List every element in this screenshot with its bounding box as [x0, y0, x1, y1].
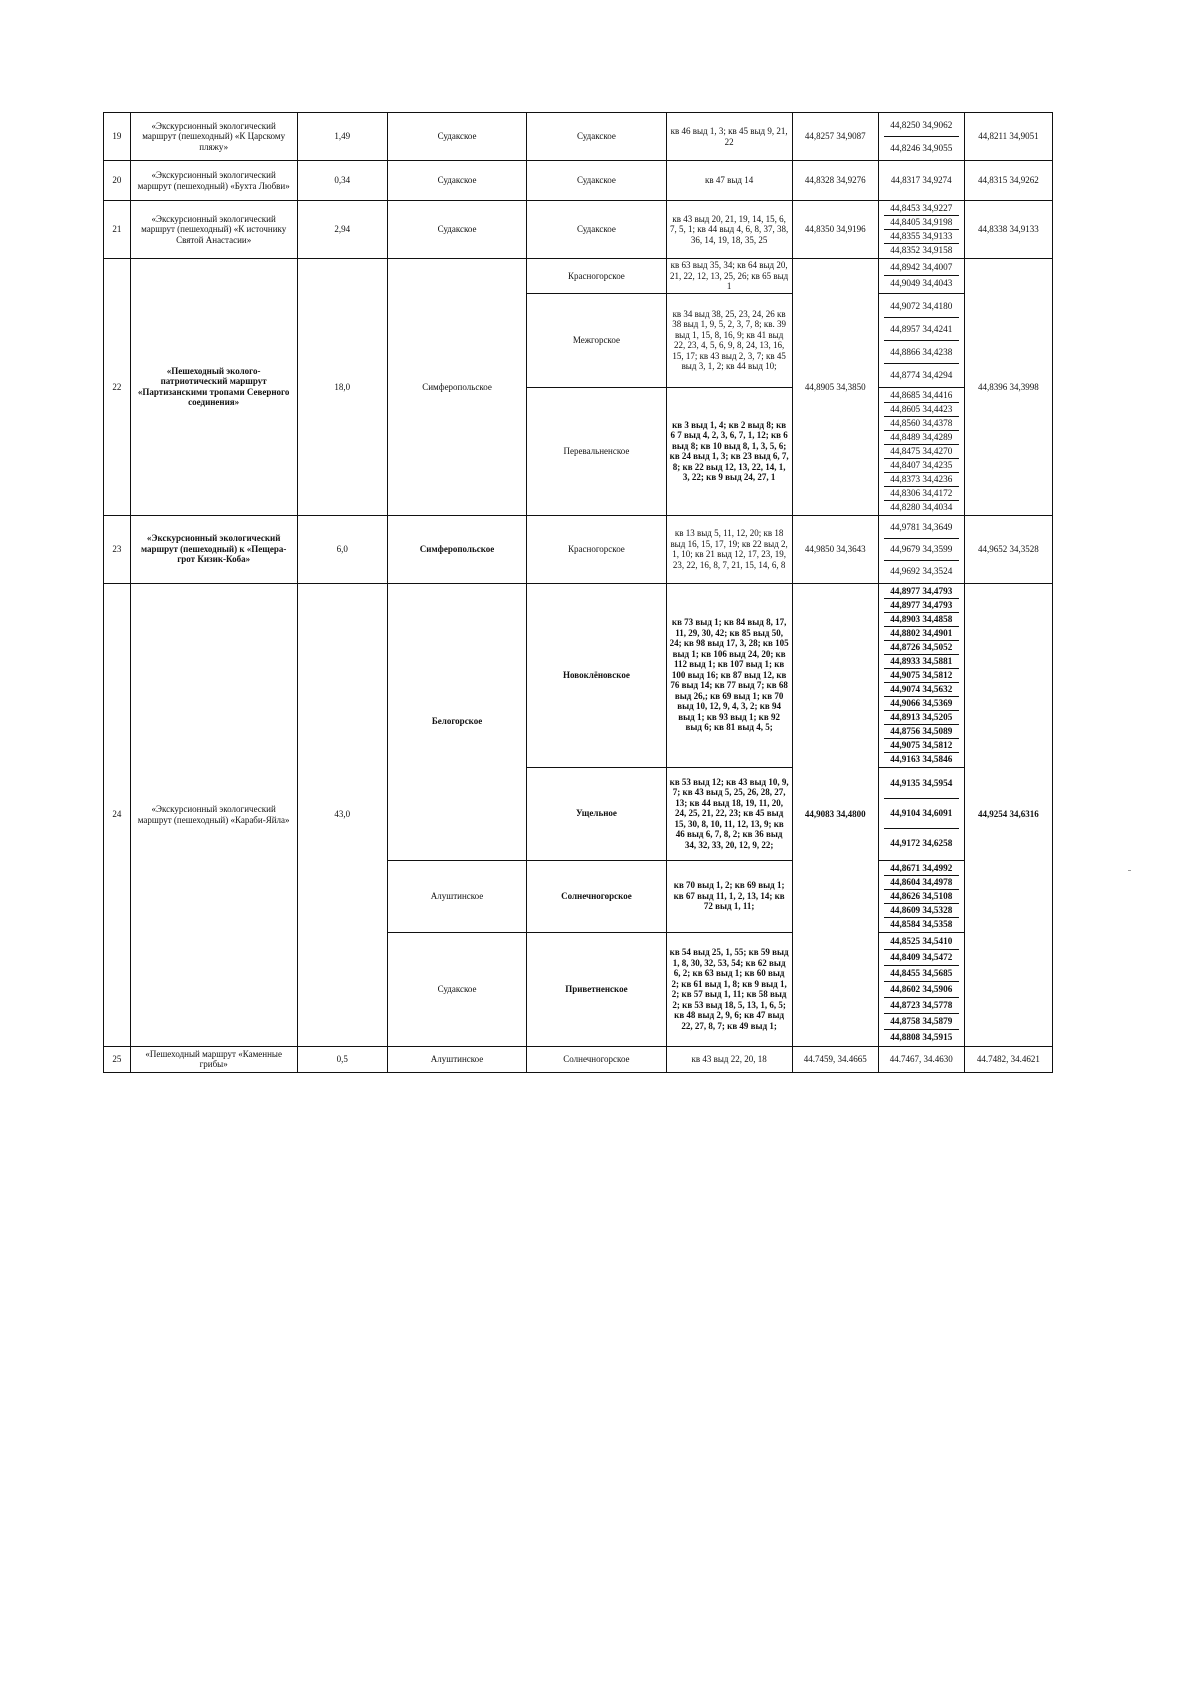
point: 44,8604 34,4978 [884, 876, 959, 890]
start-point: 44,8328 34,9276 [792, 161, 878, 201]
point: 44,8602 34,5906 [884, 982, 959, 998]
table-row [104, 583, 1053, 767]
point: 44,8913 34,5205 [884, 711, 959, 725]
point: 44,8756 34,5089 [884, 725, 959, 739]
quarters: кв 43 выд 22, 20, 18 [666, 1046, 792, 1072]
point: 44,8455 34,5685 [884, 966, 959, 982]
point: 44,8407 34,4235 [884, 459, 959, 473]
point: 44,9692 34,3524 [890, 565, 953, 576]
forestry: Ущельное [527, 767, 666, 860]
route-name: «Пешеходный эколого-патриотический маршрут «Партизанскими тропами Северного соединения» [130, 259, 297, 516]
point: 44,8475 34,4270 [884, 445, 959, 459]
point: 44,9074 34,5632 [884, 683, 959, 697]
start-point: 44.7459, 34.4665 [792, 1046, 878, 1072]
point: 44,9066 34,5369 [884, 697, 959, 711]
end-point: 44,8315 34,9262 [964, 161, 1052, 201]
table-row [104, 259, 1053, 294]
forestry: Судакское [527, 113, 666, 161]
district: Белогорское [387, 583, 526, 860]
intermediate-points [878, 860, 964, 932]
forestry: Привeтненское [527, 932, 666, 1046]
route-name: «Пешеходный маршрут «Каменные грибы» [130, 1046, 297, 1072]
quarters: кв 73 выд 1; кв 84 выд 8, 17, 11, 29, 30, 42; кв 85 выд 50, 24; кв 98 выд 17, 3, 28; кв 105 выд 1; кв 106 выд 24, 20; кв 112 выд 1; кв 107 выд 1; кв 100 выд 16; кв 87 выд 12, кв 76 выд 14; кв 77 выд 7; кв 68 выд 26,; кв 69 выд 1; кв 70 выд 10, 12, 9, 4, 3, 2; кв 94 выд 1; кв 93 выд 1; кв 92 выд 6; кв 81 выд 4, 5; [666, 583, 792, 767]
point: 44,8250 34,9062 [884, 114, 959, 137]
point: 44,9172 34,6258 [890, 838, 953, 848]
forestry: Межгорское [527, 293, 666, 387]
row-number: 23 [104, 515, 131, 583]
quarters: кв 43 выд 20, 21, 19, 14, 15, 6, 7, 5, 1; кв 44 выд 4, 6, 8, 37, 38, 36, 14, 19, 18, 35, 25 [666, 201, 792, 259]
point: 44,8866 34,4238 [884, 341, 959, 364]
district: Судакское [387, 113, 526, 161]
intermediate-point: 44.7467, 34.4630 [878, 1046, 964, 1072]
end-point: 44.7482, 34.4621 [964, 1046, 1052, 1072]
intermediate-points [878, 259, 964, 294]
point: 44,8758 34,5879 [884, 1014, 959, 1030]
start-point: 44,8905 34,3850 [792, 259, 878, 516]
quarters: кв 53 выд 12; кв 43 выд 10, 9, 7; кв 43 выд 5, 25, 26, 28, 27, 13; кв 44 выд 18, 19, 11, 20, 24, 25, 21, 22, 23; кв 45 выд 15, 30, 8, 10, 11, 12, 13, 9; кв 46 выд 6, 7, 8, 2; кв 36 выд 34, 32, 33, 20, 12, 9, 22; [666, 767, 792, 860]
quarters: кв 3 выд 1, 4; кв 2 выд 8; кв 6 7 выд 4, 2, 3, 6, 7, 1, 12; кв 6 выд 8; кв 10 выд 8, 1, 3, 5, 6; кв 24 выд 1, 3; кв 23 выд 6, 7, 8; кв 22 выд 12, 13, 22, 14, 1, 3, 22; кв 9 выд 24, 27, 1 [666, 387, 792, 515]
point: 44,8560 34,4378 [884, 417, 959, 431]
point: 44,9163 34,5846 [890, 753, 953, 764]
row-number: 21 [104, 201, 131, 259]
point: 44,8280 34,4034 [890, 501, 953, 512]
point: 44,8977 34,4793 [884, 599, 959, 613]
intermediate-points [878, 767, 964, 860]
quarters: кв 13 выд 5, 11, 12, 20; кв 18 выд 16, 15, 17, 19; кв 22 выд 2, 1, 10; кв 21 выд 12, 17, 23, 19, 23, 22, 16, 8, 7, 21, 15, 14, 6, 8 [666, 515, 792, 583]
point: 44,8352 34,9158 [890, 245, 953, 255]
end-point: 44,8396 34,3998 [964, 259, 1052, 516]
quarters: кв 34 выд 38, 25, 23, 24, 26 кв 38 выд 1, 9, 5, 2, 3, 7, 8; кв. 39 выд 1, 15, 8, 16, 9; кв 41 выд 22, 23, 4, 5, 6, 9, 8, 24, 13, 16, 15, 17; кв 43 выд 2, 3, 7; кв 45 выд 3, 1, 2; кв 44 выд 10; [666, 293, 792, 387]
route-length: 0,5 [297, 1046, 387, 1072]
point: 44,9679 34,3599 [884, 539, 959, 561]
row-number: 24 [104, 583, 131, 1046]
point: 44,8942 34,4007 [884, 260, 959, 276]
point: 44,8355 34,9133 [884, 230, 959, 244]
start-point: 44,9083 34,4800 [792, 583, 878, 1046]
district: Симферопольское [387, 259, 526, 516]
point: 44,8933 34,5881 [884, 655, 959, 669]
start-point: 44,9850 34,3643 [792, 515, 878, 583]
route-name: «Экскурсионный экологический маршрут (пешеходный) к «Пещера-грот Кизик-Коба» [130, 515, 297, 583]
district: Судакское [387, 161, 526, 201]
intermediate-points [878, 293, 964, 387]
point: 44,9075 34,5812 [884, 669, 959, 683]
intermediate-points [878, 583, 964, 767]
route-length: 18,0 [297, 259, 387, 516]
route-length: 1,49 [297, 113, 387, 161]
quarters: кв 70 выд 1, 2; кв 69 выд 1; кв 67 выд 11, 1, 2, 13, 14; кв 72 выд 1, 11; [666, 860, 792, 932]
point: 44,8903 34,4858 [884, 613, 959, 627]
point: 44,8373 34,4236 [884, 473, 959, 487]
forestry: Перевальненское [527, 387, 666, 515]
point: 44,8774 34,4294 [890, 369, 953, 380]
point: 44,8957 34,4241 [884, 318, 959, 341]
table-row [104, 515, 1053, 583]
scan-speck [1128, 870, 1131, 871]
forestry: Судакское [527, 161, 666, 201]
district: Судакское [387, 201, 526, 259]
quarters: кв 46 выд 1, 3; кв 45 выд 9, 21, 22 [666, 113, 792, 161]
point: 44,8802 34,4901 [884, 627, 959, 641]
point: 44,8405 34,9198 [884, 216, 959, 230]
route-name: «Экскурсионный экологический маршрут (пешеходный) «К Царскому пляжу» [130, 113, 297, 161]
row-number: 25 [104, 1046, 131, 1072]
start-point: 44,8257 34,9087 [792, 113, 878, 161]
point: 44,9075 34,5812 [884, 739, 959, 753]
point: 44,8409 34,5472 [884, 950, 959, 966]
point: 44,8489 34,4289 [884, 431, 959, 445]
point: 44,8453 34,9227 [884, 202, 959, 216]
forestry: Солнечногорское [527, 860, 666, 932]
intermediate-points [878, 387, 964, 515]
end-point: 44,9254 34,6316 [964, 583, 1052, 1046]
intermediate-points [878, 932, 964, 1046]
point: 44,8609 34,5328 [884, 904, 959, 918]
point: 44,8723 34,5778 [884, 998, 959, 1014]
end-point: 44,8338 34,9133 [964, 201, 1052, 259]
route-name: «Экскурсионный экологический маршрут (пешеходный) «К источнику Святой Анастасии» [130, 201, 297, 259]
row-number: 22 [104, 259, 131, 516]
point: 44,8726 34,5052 [884, 641, 959, 655]
forestry: Красногорское [527, 259, 666, 294]
point: 44,8306 34,4172 [884, 487, 959, 501]
route-length: 6,0 [297, 515, 387, 583]
forestry: Солнечногорское [527, 1046, 666, 1072]
route-length: 2,94 [297, 201, 387, 259]
end-point: 44,8211 34,9051 [964, 113, 1052, 161]
quarters: кв 63 выд 35, 34; кв 64 выд 20, 21, 22, 12, 13, 25, 26; кв 65 выд 1 [666, 259, 792, 294]
table-row [104, 201, 1053, 259]
table-row [104, 161, 1053, 201]
routes-table [103, 112, 1053, 1073]
point: 44,9781 34,3649 [884, 517, 959, 539]
intermediate-point: 44,8317 34,9274 [878, 161, 964, 201]
table-row [104, 113, 1053, 161]
point: 44,8977 34,4793 [884, 585, 959, 599]
point: 44,8808 34,5915 [890, 1031, 953, 1042]
row-number: 19 [104, 113, 131, 161]
route-length: 0,34 [297, 161, 387, 201]
district: Алуштинское [387, 860, 526, 932]
quarters: кв 47 выд 14 [666, 161, 792, 201]
row-number: 20 [104, 161, 131, 201]
quarters: кв 54 выд 25, 1, 55; кв 59 выд 1, 8, 30, 32, 53, 54; кв 62 выд 6, 2; кв 63 выд 1; кв 60 выд 2; кв 61 выд 1, 8; кв 9 выд 1, 2; кв 57 выд 1, 11; кв 58 выд 2; кв 53 выд 18, 5, 13, 1, 6, 5; кв 48 выд 2, 9, 6; кв 47 выд 22, 27, 8, 7; кв 49 выд 1; [666, 932, 792, 1046]
point: 44,8626 34,5108 [884, 890, 959, 904]
point: 44,9135 34,5954 [884, 769, 959, 799]
district: Симферопольское [387, 515, 526, 583]
point: 44,9104 34,6091 [884, 799, 959, 829]
point: 44,9072 34,4180 [884, 295, 959, 318]
intermediate-points [878, 113, 964, 161]
start-point: 44,8350 34,9196 [792, 201, 878, 259]
end-point: 44,9652 34,3528 [964, 515, 1052, 583]
point: 44,8584 34,5358 [890, 918, 953, 929]
point: 44,9049 34,4043 [890, 278, 953, 289]
route-name: «Экскурсионный экологический маршрут (пешеходный) «Караби-Яйла» [130, 583, 297, 1046]
point: 44,8525 34,5410 [884, 934, 959, 950]
forestry: Судакское [527, 201, 666, 259]
forestry: Красногорское [527, 515, 666, 583]
route-length: 43,0 [297, 583, 387, 1046]
point: 44,8605 34,4423 [884, 403, 959, 417]
table-row [104, 1046, 1053, 1072]
route-name: «Экскурсионный экологический маршрут (пешеходный) «Бухта Любви» [130, 161, 297, 201]
forestry: Новоклёновское [527, 583, 666, 767]
intermediate-points [878, 515, 964, 583]
intermediate-points [878, 201, 964, 259]
point: 44,8246 34,9055 [890, 143, 953, 153]
point: 44,8685 34,4416 [884, 389, 959, 403]
point: 44,8671 34,4992 [884, 862, 959, 876]
district: Алуштинское [387, 1046, 526, 1072]
district: Судакское [387, 932, 526, 1046]
